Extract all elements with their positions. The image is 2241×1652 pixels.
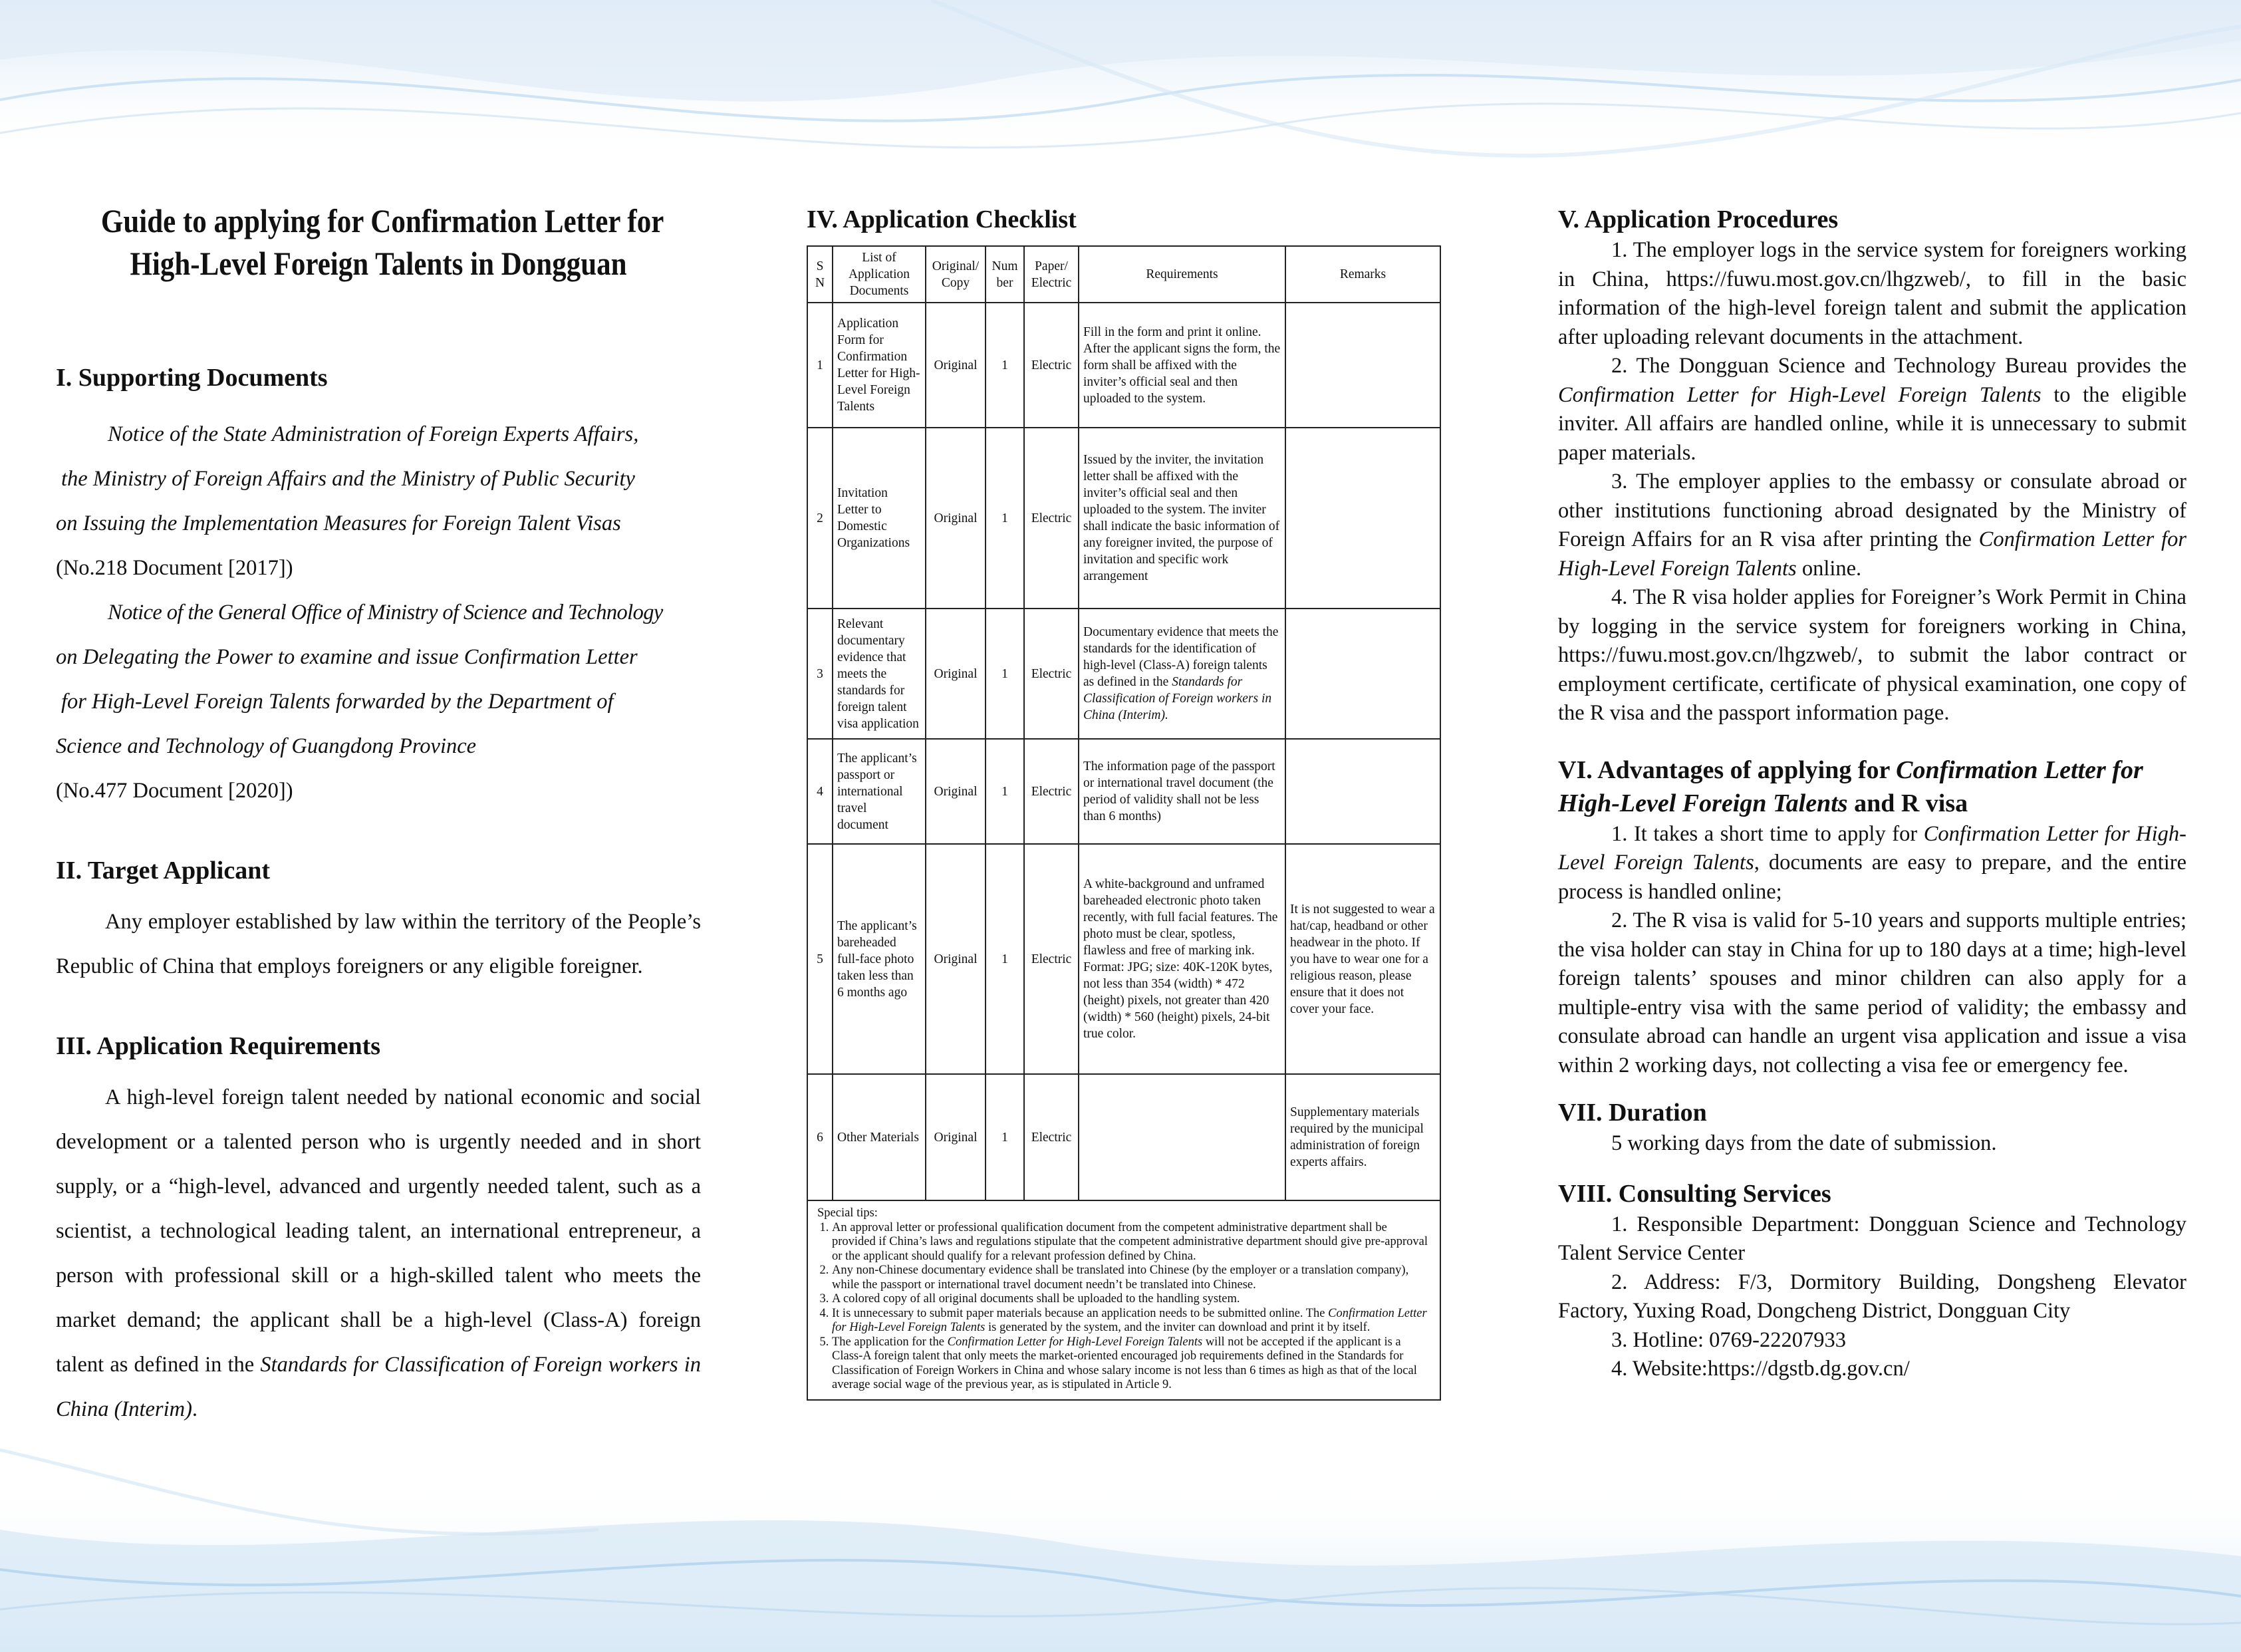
table-row <box>807 739 1440 844</box>
doc2-line-2: on Delegating the Power to examine and issue Confirmation Letter <box>56 645 638 669</box>
title-line-1: Guide to applying for Confirmation Letter for <box>100 202 664 239</box>
table-row <box>807 844 1440 1074</box>
section7-heading: VII. Duration <box>1558 1099 1707 1127</box>
adv1-text-a: 1. It takes a short time to apply for <box>1611 821 1924 846</box>
cell-remarks <box>1285 303 1440 428</box>
cell-doc: Invitation Letter to Domestic Organizations <box>833 428 926 609</box>
right-panel <box>1558 203 2186 1384</box>
document-title <box>100 200 664 285</box>
supporting-document-1 <box>56 412 701 591</box>
cell-num: 1 <box>986 609 1024 739</box>
section3-text-italic: Standards for Classification of Foreign workers in China (Interim) <box>56 1353 702 1421</box>
col-header-type: Paper/ Electric <box>1024 246 1079 303</box>
tip-item: 2. Any non-Chinese documentary evidence shall be translated into Chinese (by the employer or a translation company), while the passport or international travel document needn’t be translated into Chinese. <box>832 1264 1432 1292</box>
doc1-line-2: the Ministry of Foreign Affairs and the Ministry of Public Security <box>61 467 635 491</box>
consulting-hotline: 3. Hotline: 0769-22207933 <box>1611 1327 1846 1352</box>
cell-copy: Original <box>926 1074 986 1200</box>
cell-req <box>1079 1074 1285 1200</box>
section2-heading: II. Target Applicant <box>56 857 271 885</box>
cell-copy: Original <box>926 609 986 739</box>
doc1-line-3: on Issuing the Implementation Measures for Foreign Talent Visas <box>56 511 621 535</box>
cell-num: 1 <box>986 1074 1024 1200</box>
table-header-row <box>807 246 1440 303</box>
cell-num: 1 <box>986 428 1024 609</box>
section1-heading: I. Supporting Documents <box>56 364 328 392</box>
step3-text-b: online. <box>1796 556 1862 581</box>
step3-text-a: 3. The employer applies to the embassy or consulate abroad or other institutions functioning abroad designated by the Ministry of Foreign Affairs for an R visa after printing the <box>1558 470 2186 551</box>
consulting-website: 4. Website:https://dgstb.dg.gov.cn/ <box>1611 1357 1910 1381</box>
cell-remarks <box>1285 739 1440 844</box>
adv1-text-b: , documents are easy to prepare, and the entire process is handled online; <box>1558 851 2186 904</box>
cell-doc: The applicant’s passport or international travel document <box>833 739 926 844</box>
tip4-text-a: It is unnecessary to submit paper materials because an application needs to be submitted online. The <box>832 1306 1329 1320</box>
table-row <box>807 1074 1440 1200</box>
procedure-step-4: 4. The R visa holder applies for Foreigner’s Work Permit in China by logging in the service system for foreigners working in China, https://fuwu.most.gov.cn/lhgzweb/, to submit the labor contract or employment certificate, certificate of physical examination, one copy of the R visa and the passport information page. <box>1558 585 2186 725</box>
doc2-line-4: Science and Technology of Guangdong Province <box>56 734 477 758</box>
tip5-text-b: will not be accepted if the applicant is a Class-A foreign talent that only meets the market-oriented encouraged job requirements defined in the Standards for Classification of Foreign Workers in China and whose salary income is not less than 6 times as high as that of the local average social wage of the previous year, as is stipulated in Article 9. <box>832 1335 1417 1391</box>
procedure-step-2 <box>1558 352 2186 468</box>
cell-doc: Relevant documentary evidence that meets the standards for foreign talent visa application <box>833 609 926 739</box>
cell-type: Electric <box>1024 1074 1079 1200</box>
cell-req: Issued by the inviter, the invitation letter shall be affixed with the inviter’s official seal and then uploaded to the system. The inviter shall indicate the basic information of any foreigner invited, the purpose of invitation and specific work arrangement <box>1079 428 1285 609</box>
section8-heading: VIII. Consulting Services <box>1558 1179 1831 1208</box>
tip-item <box>832 1307 1432 1335</box>
cell-sn: 1 <box>807 303 833 428</box>
cell-doc: Other Materials <box>833 1074 926 1200</box>
procedure-step-3 <box>1558 468 2186 583</box>
tip-item <box>832 1335 1432 1393</box>
cell-copy: Original <box>926 428 986 609</box>
tip4-text-italic: Confirmation Letter for High-Level Foreign Talents <box>832 1306 1427 1334</box>
section3-heading: III. Application Requirements <box>56 1032 381 1060</box>
cell-sn: 6 <box>807 1074 833 1200</box>
cell-remarks: Supplementary materials required by the municipal administration of foreign experts affairs. <box>1285 1074 1440 1200</box>
cell-req <box>1079 609 1285 739</box>
cell-req: Fill in the form and print it online. After the applicant signs the form, the form shall be affixed with the inviter’s official seal and then uploaded to the system. <box>1079 303 1285 428</box>
cell-doc: The applicant’s bareheaded full-face photo taken less than 6 months ago <box>833 844 926 1074</box>
cell-remarks: It is not suggested to wear a hat/cap, headband or other headwear in the photo. If you have to wear one for a religious reason, please ensure that it does not cover your face. <box>1285 844 1440 1074</box>
step3-text-italic: Confirmation Letter for High-Level Foreign Talents <box>1558 527 2186 581</box>
tip-item: 1. An approval letter or professional qualification document from the competent administrative department shall be provided if China’s laws and regulations stipulate that the competent administrative department should give pre-approval or the applicant should qualify for a relevant profession defined by China. <box>832 1221 1432 1264</box>
doc2-line-1: Notice of the General Office of Ministry of Science and Technology <box>108 601 663 624</box>
special-tips-row <box>807 1200 1440 1400</box>
special-tips-list <box>817 1221 1432 1393</box>
cell-type: Electric <box>1024 844 1079 1074</box>
section4-heading: IV. Application Checklist <box>807 206 1077 233</box>
special-tips-cell <box>807 1200 1440 1400</box>
section6-heading-italic: Confirmation Letter for High-Level Foreign Talents <box>1558 756 2143 817</box>
advantage-1 <box>1558 820 2186 907</box>
adv1-text-italic: Confirmation Letter for High-Level Foreign Talents <box>1558 821 2186 875</box>
tip-item: 3. A colored copy of all original documents shall be uploaded to the handling system. <box>832 1292 1432 1307</box>
advantage-2: 2. The R visa is valid for 5-10 years and supports multiple entries; the visa holder can stay in China for up to 180 days at a time; high-level foreign talents’ spouses and minor children can also apply for a multiple-entry visa with the same period of validity; the embassy and consulate abroad can handle an urgent visa application and issue a visa within 2 working days, not collecting a visa fee or emergency fee. <box>1558 908 2186 1077</box>
col-header-remarks: Remarks <box>1285 246 1440 303</box>
cell-type: Electric <box>1024 609 1079 739</box>
table-row <box>807 609 1440 739</box>
cell-type: Electric <box>1024 303 1079 428</box>
cell-type: Electric <box>1024 428 1079 609</box>
cell-sn: 2 <box>807 428 833 609</box>
table-row <box>807 303 1440 428</box>
section5-heading: V. Application Procedures <box>1558 206 1839 233</box>
cell-type: Electric <box>1024 739 1079 844</box>
doc2-number: (No.477 Document [2020]) <box>56 779 293 803</box>
cell-sn: 4 <box>807 739 833 844</box>
consulting-address: 2. Address: F/3, Dormitory Building, Dongsheng Elevator Factory, Yuxing Road, Dongcheng District, Dongguan City <box>1558 1270 2186 1323</box>
step2-text-a: 2. The Dongguan Science and Technology Bureau provides the <box>1611 354 2186 378</box>
cell-copy: Original <box>926 739 986 844</box>
application-checklist-table <box>807 245 1441 1401</box>
cell-copy: Original <box>926 844 986 1074</box>
col-header-copy: Original/ Copy <box>926 246 986 303</box>
col-header-documents: List of Application Documents <box>833 246 926 303</box>
doc1-line-1: Notice of the State Administration of Foreign Experts Affairs, <box>108 422 639 446</box>
cell-req-italic: Standards for Classification of Foreign workers in China (Interim). <box>1083 675 1272 722</box>
step2-text-italic: Confirmation Letter for High-Level Foreign Talents <box>1558 382 2042 407</box>
section3-text-end: . <box>192 1397 198 1421</box>
doc2-line-3: for High-Level Foreign Talents forwarded by the Department of <box>61 690 614 714</box>
title-line-2: High-Level Foreign Talents in Dongguan <box>130 245 627 282</box>
section6-heading <box>1558 754 2186 820</box>
left-panel <box>56 200 701 1432</box>
cell-num: 1 <box>986 303 1024 428</box>
cell-copy: Original <box>926 303 986 428</box>
col-header-requirements: Requirements <box>1079 246 1285 303</box>
procedure-step-1: 1. The employer logs in the service system for foreigners working in China, https://fuwu.most.gov.cn/lhgzweb/, to fill in the basic information of the high-level foreign talent and submit the application after uploading relevant documents in the attachment. <box>1558 238 2186 349</box>
cell-num: 1 <box>986 844 1024 1074</box>
section3-text <box>56 1075 701 1432</box>
cell-req: The information page of the passport or international travel document (the period of validity shall not be less than 6 months) <box>1079 739 1285 844</box>
col-header-number: Num ber <box>986 246 1024 303</box>
cell-remarks <box>1285 609 1440 739</box>
tip5-text-italic: Confirmation Letter for High-Level Foreign Talents <box>947 1335 1203 1349</box>
cell-req: A white-background and unframed bareheaded electronic photo taken recently, with full facial features. The photo must be clear, spotless, flawless and free of marking ink. Format: JPG; size: 40K-120K bytes, not less than 354 (width) * 472 (height) pixels, not greater than 420 (width) * 560 (height) pixels, 24-bit true color. <box>1079 844 1285 1074</box>
tip4-text-b: is generated by the system, and the inviter can download and print it by itself. <box>985 1321 1371 1334</box>
section2-text: Any employer established by law within the territory of the People’s Republic of China that employs foreigners or any eligible foreigner. <box>56 910 701 978</box>
section3-text-main: A high-level foreign talent needed by national economic and social development or a talented person who is urgently needed and in short supply, or a “high-level, advanced and urgently needed talent, such as a scientist, a technological leading talent, an international entrepreneur, a person with professional skill or a high-skilled talent who meets the market demand; the applicant shall be a high-level (Class-A) foreign talent as defined in the <box>56 1085 701 1377</box>
doc1-number: (No.218 Document [2017]) <box>56 556 293 580</box>
cell-num: 1 <box>986 739 1024 844</box>
supporting-document-2 <box>56 591 701 813</box>
duration-text: 5 working days from the date of submission. <box>1611 1131 1997 1155</box>
section6-heading-b: and R visa <box>1847 789 1968 817</box>
cell-sn: 5 <box>807 844 833 1074</box>
special-tips-heading: Special tips: <box>817 1206 878 1220</box>
tip5-text-a: The application for the <box>832 1335 948 1349</box>
middle-panel <box>807 203 1440 1401</box>
step2-text-b: to the eligible inviter. All affairs are handled online, while it is unnecessary to submit paper materials. <box>1558 382 2187 465</box>
cell-sn: 3 <box>807 609 833 739</box>
table-row <box>807 428 1440 609</box>
cell-doc: Application Form for Confirmation Letter for High-Level Foreign Talents <box>833 303 926 428</box>
cell-req-text: Documentary evidence that meets the standards for the identification of high-level (Class-A) foreign talents as defined in the <box>1083 625 1279 689</box>
col-header-sn: SN <box>807 246 833 303</box>
section6-heading-a: VI. Advantages of applying for <box>1558 756 1897 784</box>
consulting-department: 1. Responsible Department: Dongguan Science and Technology Talent Service Center <box>1558 1212 2186 1265</box>
cell-remarks <box>1285 428 1440 609</box>
